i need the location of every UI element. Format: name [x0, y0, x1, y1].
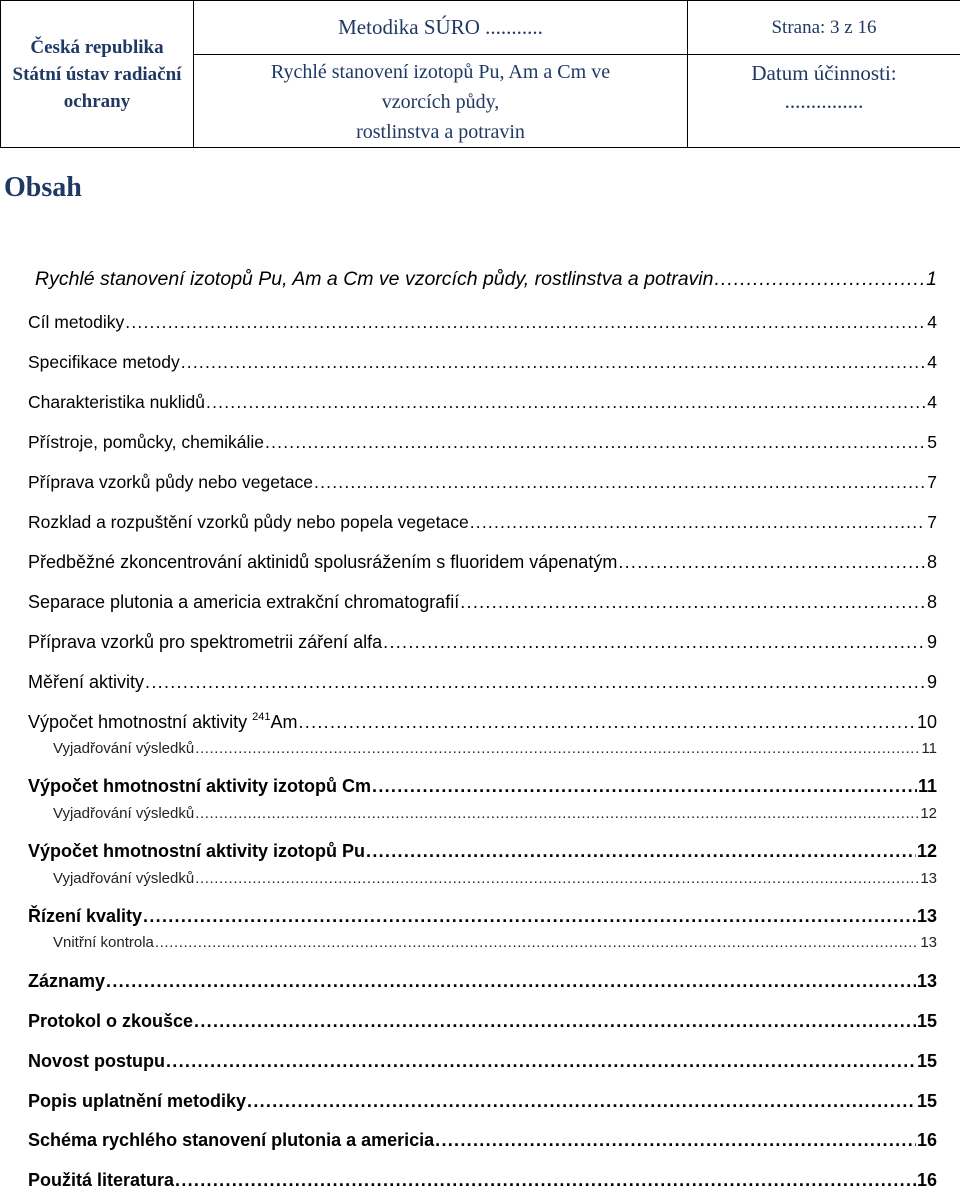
toc-entry[interactable]	[28, 592, 937, 618]
toc-entry[interactable]	[28, 1011, 937, 1037]
toc-entry-page: 4	[927, 392, 937, 413]
toc-entry-page: 9	[927, 632, 937, 653]
toc-entry-title: Popis uplatnění metodiky	[28, 1091, 246, 1112]
toc-entry-page: 13	[917, 906, 937, 927]
toc-entry[interactable]	[28, 312, 937, 338]
toc-subentry[interactable]	[53, 870, 937, 896]
toc-entry-title	[28, 712, 297, 733]
toc-entry-page: 8	[927, 552, 937, 573]
toc-entry-page: 13	[917, 971, 937, 992]
doc-title-line-3: rostlinstva a potravin	[194, 117, 687, 147]
toc-entry-page: 16	[917, 1170, 937, 1191]
toc-entry-page: 15	[917, 1091, 937, 1112]
toc-entry[interactable]	[28, 776, 937, 802]
toc-subentry-title: Vyjadřování výsledků	[53, 805, 194, 822]
toc-entry-page: 15	[917, 1011, 937, 1032]
toc-entry-title-post: Am	[270, 712, 297, 732]
toc-entry-title: Separace plutonia a americia extrakční chromatografií	[28, 592, 459, 613]
toc-entry-page: 5	[927, 432, 937, 453]
toc-subentry-page: 11	[921, 740, 937, 757]
toc-entry-title: Výpočet hmotnostní aktivity izotopů Cm	[28, 776, 371, 797]
toc-subentry-title: Vyjadřování výsledků	[53, 740, 194, 757]
page-number: Strana: 3 z 16	[771, 17, 876, 38]
toc-subentry[interactable]	[53, 805, 937, 831]
toc-entry-page: 7	[927, 472, 937, 493]
toc-subentry[interactable]	[53, 934, 937, 960]
toc-entry-title: Použitá literatura	[28, 1170, 174, 1191]
toc-subentry-page: 12	[920, 805, 937, 822]
toc-entry-title: Charakteristika nuklidů	[28, 392, 205, 413]
toc-entry-title: Záznamy	[28, 971, 105, 992]
toc-entry[interactable]	[28, 392, 937, 418]
toc-entry[interactable]	[28, 632, 937, 658]
toc-entry-title: Měření aktivity	[28, 672, 144, 693]
toc-entry-title: Příprava vzorků pro spektrometrii záření alfa	[28, 632, 382, 653]
toc-entry-page: 4	[927, 312, 937, 333]
toc-subentry-page: 13	[920, 934, 937, 951]
toc-entry-title: Novost postupu	[28, 1051, 165, 1072]
toc-entry-title: Specifikace metody	[28, 352, 180, 373]
toc-entry-page: 8	[927, 592, 937, 613]
toc-entry-title: Předběžné zkoncentrování aktinidů spolusrážením s fluoridem vápenatým	[28, 552, 617, 573]
toc-entry-title-pre: Výpočet hmotnostní aktivity	[28, 712, 252, 732]
toc-subentry-page: 13	[920, 870, 937, 887]
toc-entry[interactable]	[28, 1091, 937, 1117]
toc-entry-title: Rozklad a rozpuštění vzorků půdy nebo popela vegetace	[28, 512, 469, 533]
toc-entry-page: 4	[927, 352, 937, 373]
doc-title-line-2: vzorcích půdy,	[194, 87, 687, 117]
toc-entry-page: 10	[917, 712, 937, 733]
toc-entry[interactable]	[28, 432, 937, 458]
toc-entry[interactable]	[28, 841, 937, 867]
toc-entry[interactable]	[28, 512, 937, 538]
toc-entry-page: 7	[927, 512, 937, 533]
toc-entry[interactable]	[28, 672, 937, 698]
toc-subentry-title: Vnitřní kontrola	[53, 934, 154, 951]
toc-entry[interactable]	[28, 1130, 937, 1156]
toc-entry-page: 16	[917, 1130, 937, 1151]
toc-entry-title: Schéma rychlého stanovení plutonia a americia	[28, 1130, 434, 1151]
toc-entry[interactable]	[28, 352, 937, 378]
doc-code: Metodika SÚRO ...........	[338, 15, 543, 39]
toc-entry-title: Příprava vzorků půdy nebo vegetace	[28, 472, 313, 493]
toc-entry[interactable]	[28, 712, 937, 738]
toc-entry-page: 11	[918, 776, 937, 797]
org-line-2: Státní ústav radiační	[1, 61, 193, 88]
toc-subentry-title: Vyjadřování výsledků	[53, 870, 194, 887]
doc-title-line-1: Rychlé stanovení izotopů Pu, Am a Cm ve	[194, 55, 687, 87]
toc-entry[interactable]	[28, 472, 937, 498]
org-line-3: ochrany	[1, 88, 193, 115]
toc-entry-page: 9	[927, 672, 937, 693]
toc-entry[interactable]	[35, 268, 937, 294]
toc-entry-title: Cíl metodiky	[28, 312, 124, 333]
toc-entry-page: 1	[926, 268, 937, 291]
toc-entry-title: Rychlé stanovení izotopů Pu, Am a Cm ve vzorcích půdy, rostlinstva a potravin	[35, 268, 713, 291]
toc-entry-page: 12	[917, 841, 937, 862]
toc-heading: Obsah	[4, 172, 82, 204]
effective-date-label: Datum účinnosti:	[688, 59, 960, 87]
toc-entry-title: Protokol o zkoušce	[28, 1011, 193, 1032]
toc-entry[interactable]	[28, 552, 937, 578]
toc-subentry[interactable]	[53, 740, 937, 766]
toc-entry-title: Řízení kvality	[28, 906, 142, 927]
toc-entry[interactable]	[28, 1051, 937, 1077]
isotope-mass-number: 241	[252, 711, 270, 723]
toc-entry[interactable]	[28, 906, 937, 932]
toc-entry-title: Přístroje, pomůcky, chemikálie	[28, 432, 264, 453]
toc-entry-page: 15	[917, 1051, 937, 1072]
toc-entry-title: Výpočet hmotnostní aktivity izotopů Pu	[28, 841, 365, 862]
org-line-1: Česká republika	[1, 34, 193, 61]
toc-entry[interactable]	[28, 971, 937, 997]
effective-date-value: ...............	[688, 87, 960, 115]
toc-entry[interactable]	[28, 1170, 937, 1196]
